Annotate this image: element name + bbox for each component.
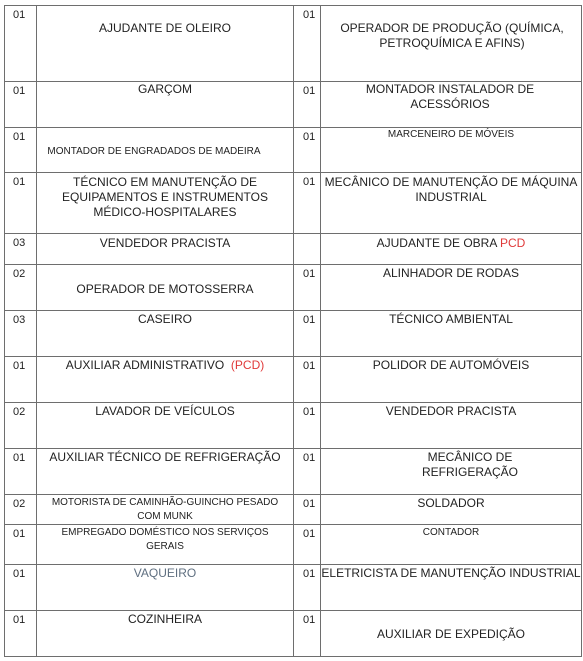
right-job-title: ELETRICISTA DE MANUTENÇÃO INDUSTRIAL	[321, 566, 581, 580]
right-quantity: 01	[303, 528, 316, 540]
pcd-tag: PCD	[500, 236, 526, 250]
right-job-cell	[321, 236, 581, 251]
right-quantity: 01	[303, 498, 316, 510]
left-job-title: VENDEDOR PRACISTA	[99, 236, 231, 250]
left-job-title: MOTORISTA DE CAMINHÃO-GUINCHO PESADO COM MUNK	[51, 497, 279, 522]
left-job-title: AUXILIAR ADMINISTRATIVO	[65, 358, 225, 372]
right-job-title: POLIDOR DE AUTOMÓVEIS	[372, 358, 530, 372]
left-job-title: OPERADOR DE MOTOSSERRA	[76, 282, 254, 296]
pcd-tag: (PCD)	[230, 358, 265, 372]
right-quantity: 01	[303, 268, 316, 280]
row-divider	[4, 356, 582, 357]
row-divider	[4, 564, 582, 565]
right-job-title: MONTADOR INSTALADOR DE ACESSÓRIOS	[365, 82, 535, 111]
right-quantity: 01	[303, 314, 316, 326]
left-quantity: 01	[13, 528, 26, 540]
left-quantity: 02	[13, 498, 26, 510]
row-divider	[4, 402, 582, 403]
left-job-title: LAVADOR DE VEÍCULOS	[95, 404, 235, 418]
right-quantity: 01	[303, 131, 316, 143]
right-quantity: 01	[303, 9, 316, 21]
left-quantity: 01	[13, 614, 26, 626]
left-job-title: AUXILIAR TÉCNICO DE REFRIGERAÇÃO	[49, 450, 281, 464]
left-job-title: AJUDANTE DE OLEIRO	[98, 21, 232, 35]
row-divider	[4, 5, 582, 6]
right-job-title: MARCENEIRO DE MÓVEIS	[387, 129, 515, 140]
left-quantity: 01	[13, 85, 26, 97]
row-divider	[4, 264, 582, 265]
row-divider	[4, 656, 582, 657]
right-job-title: SOLDADOR	[417, 496, 485, 510]
column-divider	[36, 5, 37, 657]
right-job-title: MECÂNICO DE MANUTENÇÃO DE MÁQUINA INDUSTRIAL	[324, 175, 578, 204]
row-divider	[4, 448, 582, 449]
row-divider	[4, 494, 582, 495]
left-quantity: 01	[13, 452, 26, 464]
column-divider	[320, 5, 321, 657]
left-job-title: TÉCNICO EM MANUTENÇÃO DE EQUIPAMENTOS E INSTRUMENTOS MÉDICO-HOSPITALARES	[61, 175, 269, 219]
left-job-cell	[37, 358, 293, 373]
left-quantity: 01	[13, 131, 26, 143]
right-job-title: TÉCNICO AMBIENTAL	[389, 312, 513, 326]
left-quantity: 01	[13, 360, 26, 372]
left-quantity: 03	[13, 237, 26, 249]
right-job-title: ALINHADOR DE RODAS	[382, 266, 520, 280]
right-quantity: 01	[303, 568, 316, 580]
left-quantity: 03	[13, 314, 26, 326]
right-job-title: AUXILIAR DE EXPEDIÇÃO	[376, 627, 526, 641]
right-quantity: 01	[303, 360, 316, 372]
left-job-title: VAQUEIRO	[133, 566, 197, 580]
left-quantity: 01	[13, 176, 26, 188]
row-divider	[4, 524, 582, 525]
right-job-title: MECÂNICO DE REFRIGERAÇÃO	[421, 450, 518, 479]
right-quantity: 01	[303, 406, 316, 418]
row-divider	[4, 233, 582, 234]
left-job-title: CASEIRO	[137, 312, 192, 326]
left-quantity: 01	[13, 9, 26, 21]
left-quantity: 01	[13, 568, 26, 580]
row-divider	[4, 610, 582, 611]
table-border-right	[581, 5, 582, 657]
left-job-title: COZINHEIRA	[127, 612, 202, 626]
right-quantity: 01	[303, 85, 316, 97]
right-job-title: CONTADOR	[422, 527, 480, 538]
right-quantity: 01	[303, 452, 316, 464]
row-divider	[4, 310, 582, 311]
right-job-title: OPERADOR DE PRODUÇÃO (QUÍMICA, PETROQUÍMICA E AFINS)	[340, 21, 564, 50]
right-quantity: 01	[303, 176, 316, 188]
left-job-title: MONTADOR DE ENGRADADOS DE MADEIRA	[47, 146, 261, 157]
left-quantity: 02	[13, 406, 26, 418]
row-divider	[4, 172, 582, 173]
left-quantity: 02	[13, 268, 26, 280]
right-job-title: AJUDANTE DE OBRA	[376, 236, 497, 250]
left-job-title: EMPREGADO DOMÉSTICO NOS SERVIÇOS GERAIS	[61, 527, 269, 552]
right-quantity: 01	[303, 614, 316, 626]
right-quantity	[294, 234, 320, 264]
right-job-title: VENDEDOR PRACISTA	[385, 404, 517, 418]
left-job-title: GARÇOM	[138, 82, 192, 96]
